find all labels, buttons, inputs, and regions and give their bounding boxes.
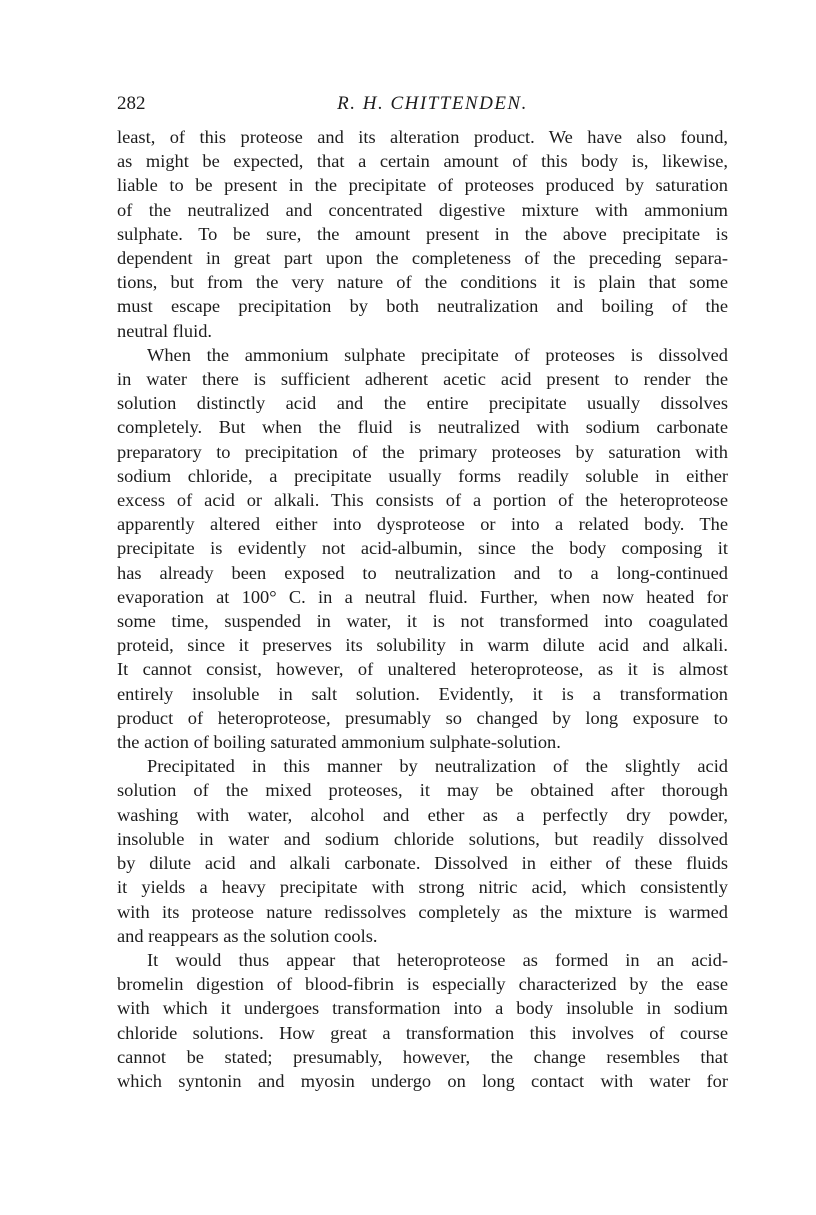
text-line: least, of this proteose and its alteration product. We have also found, [117, 127, 728, 147]
text-line: solution of the mixed proteoses, it may be obtained after thorough [117, 780, 728, 801]
text-line: with which it undergoes transformation into a body insoluble in sodium [117, 998, 728, 1019]
text-line: and reappears as the solution cools. [117, 925, 378, 946]
text-line: some time, suspended in water, it is not transformed into coagulated [117, 611, 728, 632]
page-header [117, 92, 728, 122]
text-line: which syntonin and myosin undergo on long contact with water for [117, 1070, 728, 1091]
text-line: solution distinctly acid and the entire precipitate usually dissolves [117, 393, 728, 414]
text-line: as might be expected, that a certain amount of this body is, likewise, [117, 151, 728, 172]
body-text [117, 125, 728, 1093]
text-line: liable to be present in the precipitate of proteoses produced by saturation [117, 175, 728, 196]
text-line: preparatory to precipitation of the primary proteoses by saturation with [117, 441, 728, 462]
text-line: neutral fluid. [117, 320, 212, 341]
text-line: tions, but from the very nature of the conditions it is plain that some [117, 272, 728, 293]
paragraph [117, 754, 728, 948]
paragraph [117, 948, 728, 1093]
text-line: product of heteroproteose, presumably so changed by long exposure to [117, 707, 728, 728]
text-line: excess of acid or alkali. This consists of a portion of the heteroproteose [117, 490, 728, 511]
text-line: completely. But when the fluid is neutralized with sodium carbonate [117, 417, 728, 438]
text-line: insoluble in water and sodium chloride solutions, but readily dissolved [117, 828, 728, 849]
page-number: 282 [117, 93, 146, 114]
text-line: precipitate is evidently not acid-albumin, since the body composing it [117, 538, 728, 559]
text-line: sodium chloride, a precipitate usually forms readily soluble in either [117, 465, 728, 486]
text-line: dependent in great part upon the completeness of the preceding separa- [117, 248, 728, 269]
text-line: with its proteose nature redissolves completely as the mixture is warmed [117, 901, 728, 922]
paragraph [117, 343, 728, 754]
text-line: It cannot consist, however, of unaltered heteroproteose, as it is almost [117, 659, 728, 680]
text-line: apparently altered either into dysproteose or into a related body. The [117, 514, 728, 535]
text-line: sulphate. To be sure, the amount present in the above precipitate is [117, 223, 728, 244]
text-line: the action of boiling saturated ammonium sulphate-solution. [117, 732, 561, 753]
page [117, 92, 728, 1093]
paragraph [117, 125, 728, 343]
text-line: chloride solutions. How great a transformation this involves of course [117, 1022, 728, 1043]
text-line: proteid, since it preserves its solubility in warm dilute acid and alkali. [117, 635, 728, 656]
text-line: cannot be stated; presumably, however, the change resembles that [117, 1046, 728, 1067]
text-line: When the ammonium sulphate precipitate of proteoses is dissolved [147, 344, 728, 365]
text-line: must escape precipitation by both neutralization and boiling of the [117, 296, 728, 317]
text-line: has already been exposed to neutralization and to a long-continued [117, 562, 728, 583]
text-line: washing with water, alcohol and ether as a perfectly dry powder, [117, 804, 728, 825]
text-line: in water there is sufficient adherent acetic acid present to render the [117, 369, 728, 390]
text-line: Precipitated in this manner by neutralization of the slightly acid [147, 756, 728, 777]
text-line: bromelin digestion of blood-fibrin is especially characterized by the ease [117, 974, 728, 995]
text-line: entirely insoluble in salt solution. Evidently, it is a transformation [117, 683, 728, 704]
text-line: It would thus appear that heteroproteose as formed in an acid- [147, 949, 728, 970]
text-line: by dilute acid and alkali carbonate. Dissolved in either of these fluids [117, 853, 728, 874]
text-line: it yields a heavy precipitate with strong nitric acid, which consistently [117, 877, 728, 898]
text-line: evaporation at 100° C. in a neutral fluid. Further, when now heated for [117, 586, 728, 607]
running-head: R. H. CHITTENDEN. [337, 93, 528, 114]
text-line: of the neutralized and concentrated digestive mixture with ammonium [117, 199, 728, 220]
